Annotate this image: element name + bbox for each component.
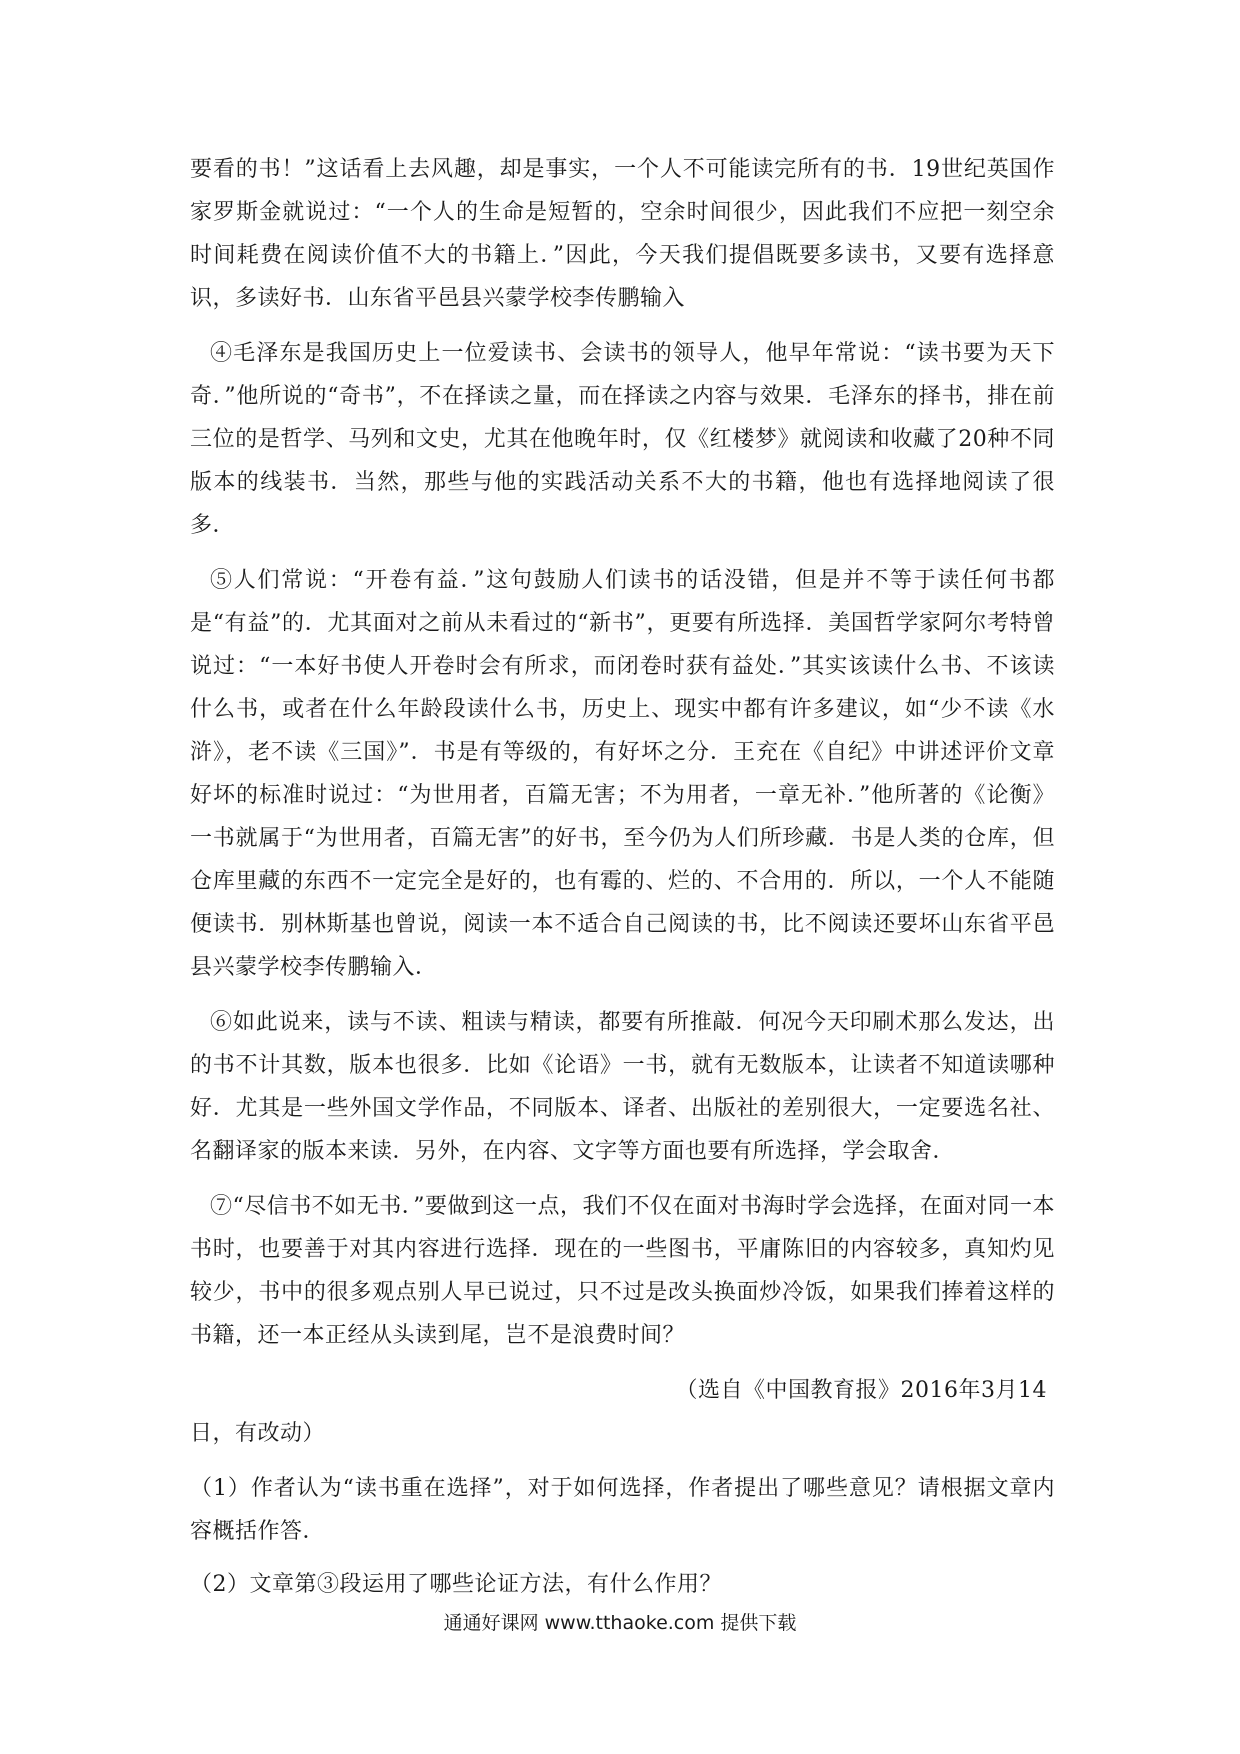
paragraph-6: ⑥如此说来，读与不读、粗读与精读，都要有所推敲．何况今天印刷术那么发达，出的书不计其数，版本也很多．比如《论语》一书，就有无数版本，让读者不知道读哪种好．尤其是一些外国文学作品，不同版本、译者、出版社的差别很大，一定要选名社、名翻译家的版本来读．另外，在内容、文字等方面也要有所选择，学会取舍． [190, 1010, 1055, 1164]
paragraph-5: ⑤人们常说：“开卷有益．”这句鼓励人们读书的话没错，但是并不等于读任何书都是“有益”的．尤其面对之前从未看过的“新书”，更要有所选择．美国哲学家阿尔考特曾说过：“一本好书使人开卷时会有所求，而闭卷时获有益处．”其实该读什么书、不该读什么书，或者在什么年龄段读什么书，历史上、现实中都有许多建议，如“少不读《水浒》，老不读《三国》”．书是有等级的，有好坏之分．王充在《自纪》中讲述评价文章好坏的标准时说过：“为世用者，百篇无害；不为用者，一章无补．”他所著的《论衡》一书就属于“为世用者，百篇无害”的好书，至今仍为人们所珍藏．书是人类的仓库，但仓库里藏的东西不一定完全是好的，也有霉的、烂的、不合用的．所以，一个人不能随便读书．别林斯基也曾说，阅读一本不适合自己阅读的书，比不阅读还要坏山东省平邑县兴蒙学校李传鹏输入． [190, 568, 1055, 980]
page-footer: 通通好课网 www.tthaoke.com 提供下载 [443, 1612, 797, 1634]
source-citation: （选自《中国教育报》2016年3月14 [675, 1378, 1047, 1403]
question-1: （1）作者认为“读书重在选择”，对于如何选择，作者提出了哪些意见？请根据文章内容概括作答． [190, 1476, 1055, 1544]
question-2: （2）文章第③段运用了哪些论证方法，有什么作用？ [190, 1572, 722, 1597]
paragraph-3-continued: 要看的书！”这话看上去风趣，却是事实，一个人不可能读完所有的书．19世纪英国作家罗斯金就说过：“一个人的生命是短暂的，空余时间很少，因此我们不应把一刻空余时间耗费在阅读价值不大的书籍上．”因此，今天我们提倡既要多读书，又要有选择意识，多读好书．山东省平邑县兴蒙学校李传鹏输入 [190, 157, 1055, 311]
article-body [190, 148, 1055, 1616]
paragraph-4: ④毛泽东是我国历史上一位爱读书、会读书的领导人，他早年常说：“读书要为天下奇．”他所说的“奇书”，不在择读之量，而在择读之内容与效果．毛泽东的择书，排在前三位的是哲学、马列和文史，尤其在他晚年时，仅《红楼梦》就阅读和收藏了20种不同版本的线装书．当然，那些与他的实践活动关系不大的书籍，他也有选择地阅读了很多． [190, 341, 1055, 538]
source-citation-continued: 日，有改动） [190, 1421, 326, 1446]
paragraph-7: ⑦“尽信书不如无书．”要做到这一点，我们不仅在面对书海时学会选择，在面对同一本书时，也要善于对其内容进行选择．现在的一些图书，平庸陈旧的内容较多，真知灼见较少，书中的很多观点别人早已说过，只不过是改头换面炒冷饭，如果我们捧着这样的书籍，还一本正经从头读到尾，岂不是浪费时间？ [190, 1194, 1055, 1348]
